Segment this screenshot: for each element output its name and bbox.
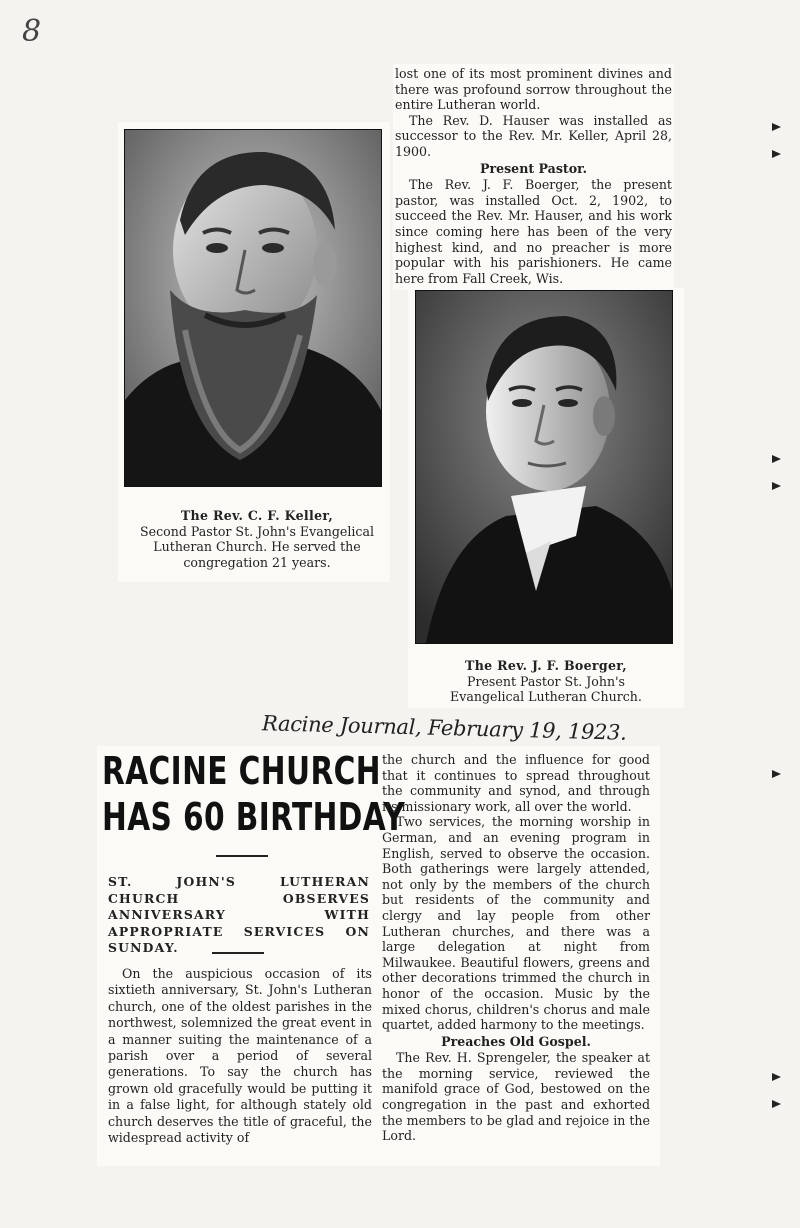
preaches-old-gospel-subhead: Preaches Old Gospel. — [441, 1033, 591, 1049]
headline-line-1: RACINE CHURCH — [102, 749, 381, 793]
margin-mark — [772, 123, 781, 131]
margin-mark — [772, 1100, 781, 1108]
deck-rule — [212, 952, 264, 954]
boerger-caption — [404, 658, 688, 705]
keller-name: The Rev. C. F. Keller, — [180, 508, 334, 523]
keller-caption-text: Second Pastor St. John's Evangelical Lutheran Church. He served the congregation 21 years. — [140, 523, 374, 570]
page-number: 8 — [22, 14, 42, 49]
article-paragraph: the church and the influence for good that it continues to spread throughout the community and synod, and through its missionary work, all over the world. — [382, 752, 650, 814]
boerger-caption-text: Present Pastor St. John's Evangelical Lutheran Church. — [450, 673, 642, 704]
margin-mark — [772, 150, 781, 158]
margin-mark — [772, 1073, 781, 1081]
present-pastor-subhead: Present Pastor. — [479, 160, 588, 176]
keller-caption — [118, 508, 396, 570]
article-paragraph: On the auspicious occasion of its sixtieth anniversary, St. John's Lutheran church, one of the oldest parishes in the northwest, solemnized the great event in a manner suiting the maintenance of a parish over a period of several generations. To say the church has grown old gracefully would be putting it in a false light, for although stately old church deserves the title of graceful, the widespread activity of — [108, 966, 372, 1146]
top-paragraph: The Rev. J. F. Boerger, the present pastor, was installed Oct. 2, 1902, to succeed the Rev. Mr. Hauser, and his work since coming here has been of the very highest kind, and no preacher is more popular with his parishioners. He came here from Fall Creek, Wis. — [395, 177, 672, 286]
handwritten-source-note: Racine Journal, February 19, 1923. — [261, 711, 627, 745]
top-paragraph: lost one of its most prominent divines and there was profound sorrow throughout the entire Lutheran world. — [395, 66, 672, 113]
top-paragraph: The Rev. D. Hauser was installed as successor to the Rev. Mr. Keller, April 28, 1900. — [395, 112, 672, 159]
article-left-column — [108, 966, 372, 1146]
article-paragraph: Two services, the morning worship in German, and an evening program in English, served to observe the occasion. Both gatherings were largely attended, not only by the members of the church but residents of the community and clergy and lay people from other Lutheran churches, and there was a large delegation at night from Milwaukee. Beautiful flowers, greens and other decorations trimmed the church in honor of the occasion. Music by the mixed chorus, children's chorus and male quartet, added harmony to the meetings. — [382, 814, 650, 1033]
margin-mark — [772, 770, 781, 778]
article-paragraph: The Rev. H. Sprengeler, the speaker at the morning service, reviewed the manifold grace of God, bestowed on the congregation in the past and exhorted the members to be glad and rejoice in the Lord. — [382, 1050, 650, 1144]
top-column-clipping — [393, 64, 674, 290]
headline-line-2: HAS 60 BIRTHDAY — [102, 795, 406, 839]
article-right-column — [382, 752, 650, 1144]
keller-portrait-photo — [124, 129, 382, 487]
article-deck: ST. JOHN'S LUTHERAN CHURCH OBSERVES ANNIVERSARY WITH APPROPRIATE SERVICES ON SUNDAY. — [108, 874, 370, 955]
headline — [102, 748, 406, 840]
margin-mark — [772, 455, 781, 463]
boerger-name: The Rev. J. F. Boerger, — [465, 658, 627, 673]
boerger-portrait-photo — [415, 290, 673, 644]
headline-rule — [216, 855, 268, 857]
margin-mark — [772, 482, 781, 490]
